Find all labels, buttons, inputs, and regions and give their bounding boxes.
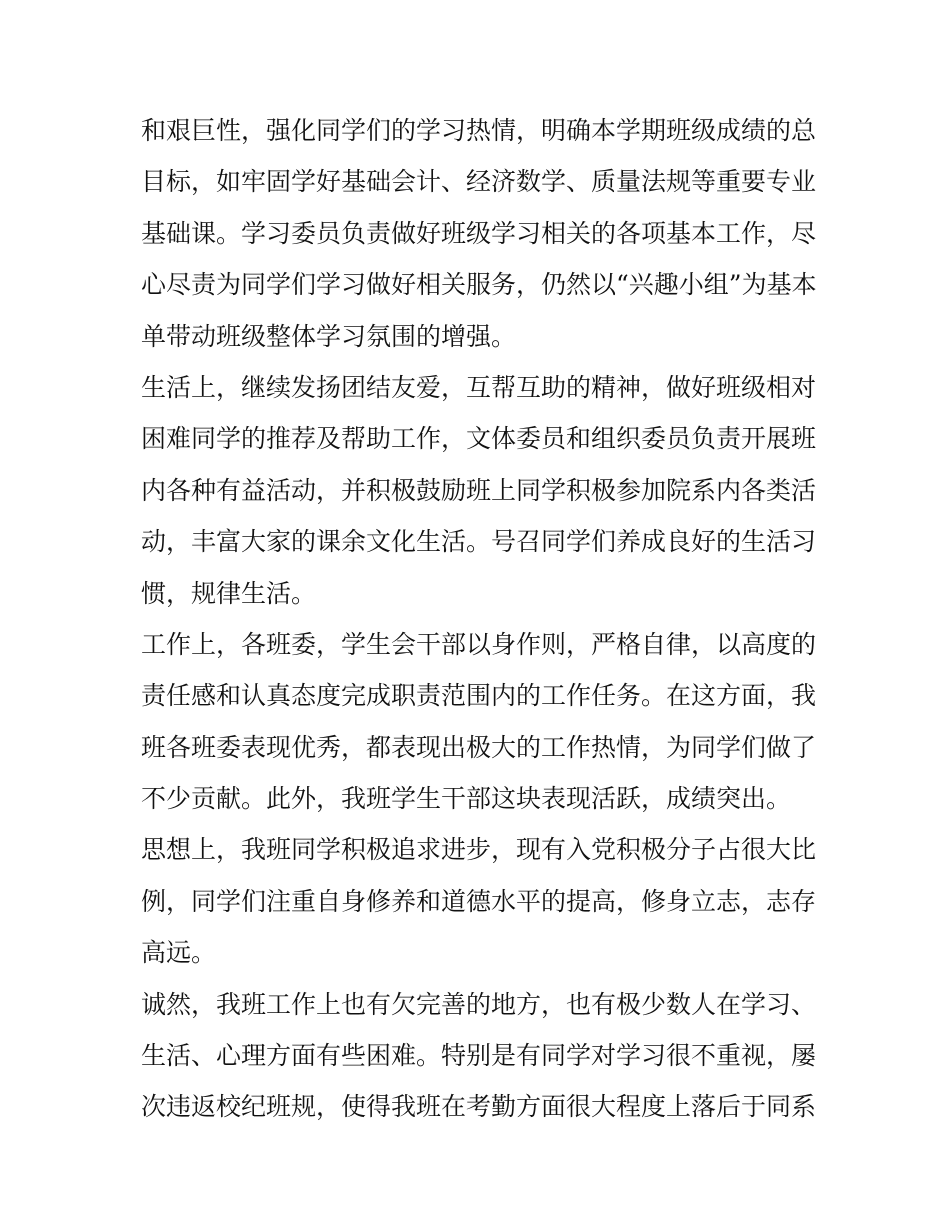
text-line: 动，丰富大家的课余文化生活。号召同学们养成良好的生活习 xyxy=(141,527,817,557)
paragraph-shortcomings xyxy=(141,979,817,1133)
text-line: 内各种有益活动，并积极鼓励班上同学积极参加院系内各类活 xyxy=(141,475,817,505)
text-line: 基础课。学习委员负责做好班级学习相关的各项基本工作，尽 xyxy=(141,218,817,248)
text-line: 单带动班级整体学习氛围的增强。 xyxy=(141,321,517,351)
text-line: 和艰巨性，强化同学们的学习热情，明确本学期班级成绩的总 xyxy=(141,116,817,145)
text-line: 思想上，我班同学积极追求进步，现有入党积极分子占很大比 xyxy=(141,835,817,865)
paragraph-work xyxy=(141,619,817,825)
document-body xyxy=(141,105,817,1133)
text-line: 责任感和认真态度完成职责范围内的工作任务。在这方面，我 xyxy=(141,681,817,711)
text-line: 困难同学的推荐及帮助工作，文体委员和组织委员负责开展班 xyxy=(141,424,817,454)
text-line: 惯，规律生活。 xyxy=(141,578,317,608)
text-line: 心尽责为同学们学习做好相关服务，仍然以“兴趣小组”为基本 xyxy=(141,270,817,300)
text-line: 生活、心理方面有些困难。特别是有同学对学习很不重视，屡 xyxy=(141,1041,817,1071)
text-line: 班各班委表现优秀，都表现出极大的工作热情，为同学们做了 xyxy=(141,732,817,762)
paragraph-thought xyxy=(141,824,817,978)
text-line: 例，同学们注重自身修养和道德水平的提高，修身立志，志存 xyxy=(141,886,817,916)
text-line: 工作上，各班委，学生会干部以身作则，严格自律，以高度的 xyxy=(141,629,817,659)
text-line: 高远。 xyxy=(141,938,217,968)
text-line: 目标，如牢固学好基础会计、经济数学、质量法规等重要专业 xyxy=(141,167,817,197)
text-line: 次违返校纪班规，使得我班在考勤方面很大程度上落后于同系 xyxy=(141,1092,817,1122)
text-line: 生活上，继续发扬团结友爱，互帮互助的精神，做好班级相对 xyxy=(141,372,817,402)
paragraph-study xyxy=(141,105,817,362)
text-line: 不少贡献。此外，我班学生干部这块表现活跃，成绩突出。 xyxy=(141,784,792,814)
text-line: 诚然，我班工作上也有欠完善的地方，也有极少数人在学习、 xyxy=(141,989,817,1019)
paragraph-life xyxy=(141,362,817,619)
